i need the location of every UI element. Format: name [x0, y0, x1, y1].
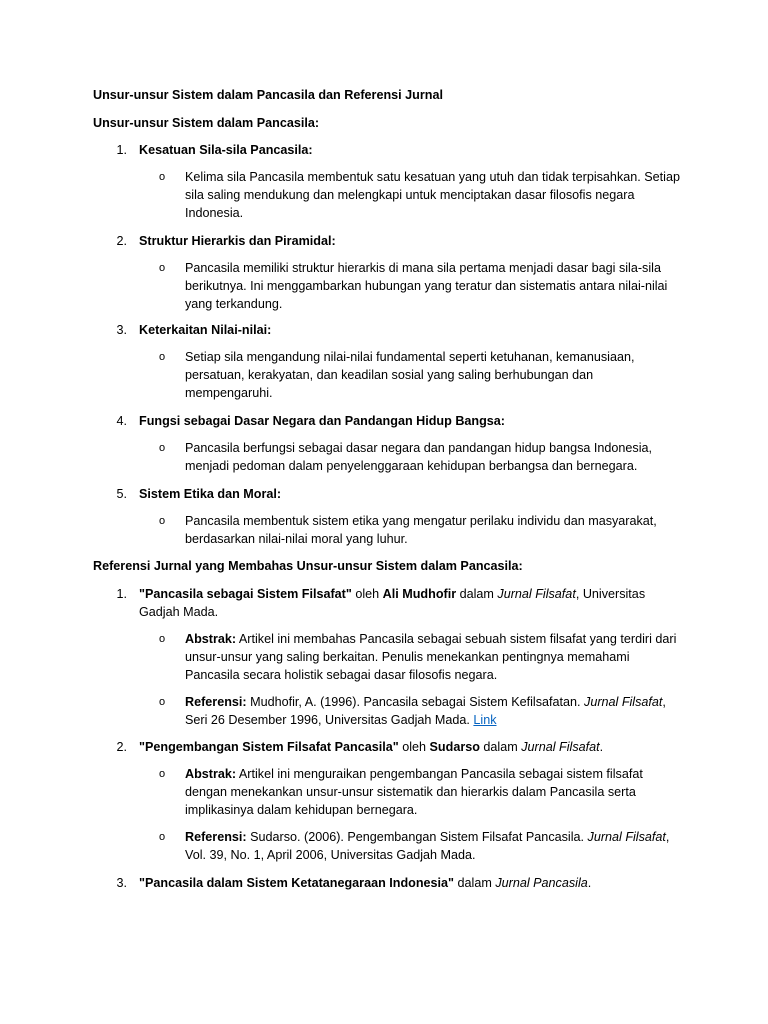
bullet-icon: o — [159, 171, 166, 183]
connector-text: dalam — [456, 587, 498, 601]
abstract-text — [185, 765, 680, 819]
item-heading: Sistem Etika dan Moral: — [139, 487, 282, 501]
citation-tail: , Universitas Gadjah Mada. — [139, 587, 646, 619]
article-title: "Pengembangan Sistem Filsafat Pancasila" — [139, 740, 399, 754]
connector-text: oleh — [398, 740, 430, 754]
journal-name: Jurnal Pancasila — [495, 876, 588, 890]
journal-name: Jurnal Filsafat — [584, 695, 663, 709]
item-description: Pancasila memiliki struktur hierarkis di mana sila pertama menjadi dasar bagi sila-sila berikutnya. Ini menggambarkan hubungan yang teratur dan sistematis antara nilai-nilai yang terkandung. — [185, 261, 668, 311]
reference-tail: , Vol. 39, No. 1, April 2006, Universitas Gadjah Mada. — [185, 830, 670, 862]
reference-label: Referensi: — [185, 695, 247, 709]
journal-name: Jurnal Filsafat — [497, 587, 576, 601]
bullet-icon: o — [159, 831, 166, 843]
bullet-icon: o — [159, 442, 166, 454]
bullet-icon: o — [159, 262, 166, 274]
article-title: "Pancasila sebagai Sistem Filsafat" — [139, 587, 352, 601]
item-number: 1. — [116, 143, 127, 157]
connector-text: dalam — [454, 876, 496, 890]
abstract-body: Artikel ini menguraikan pengembangan Pancasila sebagai sistem filsafat dengan menekankan unsur-unsur sistematik dan hierarkis dalam Pancasila serta implikasinya dalam kehidupan bernegara. — [185, 767, 643, 817]
item-description: Kelima sila Pancasila membentuk satu kesatuan yang utuh dan tidak terpisahkan. Setiap sila saling mendukung dan melengkapi untuk menciptakan dasar filosofis negara Indonesia. — [185, 170, 680, 220]
reference-citation — [139, 874, 669, 892]
reference-link[interactable]: Link — [473, 713, 497, 727]
item-number: 2. — [116, 234, 127, 248]
bullet-icon: o — [159, 768, 166, 780]
reference-body: Mudhofir, A. (1996). Pancasila sebagai Sistem Kefilsafatan. — [246, 695, 585, 709]
author-name: Sudarso — [429, 740, 480, 754]
item-number: 1. — [116, 587, 127, 601]
journal-name: Jurnal Filsafat — [587, 830, 666, 844]
item-number: 3. — [116, 876, 127, 890]
bullet-icon: o — [159, 633, 166, 645]
abstract-body: Artikel ini membahas Pancasila sebagai sebuah sistem filsafat yang terdiri dari unsur-unsur yang saling berkaitan. Penulis menekankan pentingnya memahami Pancasila secara holistik sebagai dasar filosofis negara. — [185, 632, 677, 682]
abstract-label: Abstrak: — [185, 767, 237, 781]
item-description: Setiap sila mengandung nilai-nilai fundamental seperti ketuhanan, kemanusiaan, persatuan, kerakyatan, dan keadilan sosial yang saling berhubungan dan mempengaruhi. — [185, 350, 635, 400]
item-number: 3. — [116, 323, 127, 337]
item-number: 4. — [116, 414, 127, 428]
document-title: Unsur-unsur Sistem dalam Pancasila dan Referensi Jurnal — [93, 88, 443, 102]
citation-tail: . — [599, 740, 604, 754]
reference-citation — [139, 738, 669, 756]
bullet-icon: o — [159, 515, 166, 527]
reference-body: Sudarso. (2006). Pengembangan Sistem Filsafat Pancasila. — [246, 830, 588, 844]
item-number: 2. — [116, 740, 127, 754]
reference-citation — [139, 585, 669, 621]
reference-text — [185, 828, 680, 864]
item-heading: Struktur Hierarkis dan Piramidal: — [139, 234, 336, 248]
section-heading-unsur: Unsur-unsur Sistem dalam Pancasila: — [93, 116, 320, 130]
reference-tail: , Seri 26 Desember 1996, Universitas Gadjah Mada. — [185, 695, 666, 727]
section-heading-referensi: Referensi Jurnal yang Membahas Unsur-unsur Sistem dalam Pancasila: — [93, 559, 523, 573]
bullet-icon: o — [159, 351, 166, 363]
item-number: 5. — [116, 487, 127, 501]
abstract-text — [185, 630, 680, 684]
item-heading: Fungsi sebagai Dasar Negara dan Pandangan Hidup Bangsa: — [139, 414, 505, 428]
item-heading: Kesatuan Sila-sila Pancasila: — [139, 143, 313, 157]
citation-tail: . — [587, 876, 592, 890]
abstract-label: Abstrak: — [185, 632, 237, 646]
journal-name: Jurnal Filsafat — [521, 740, 600, 754]
connector-text: oleh — [351, 587, 383, 601]
reference-label: Referensi: — [185, 830, 247, 844]
author-name: Ali Mudhofir — [382, 587, 457, 601]
bullet-icon: o — [159, 696, 166, 708]
item-description: Pancasila membentuk sistem etika yang mengatur perilaku individu dan masyarakat, berdasarkan nilai-nilai moral yang luhur. — [185, 514, 657, 546]
reference-text — [185, 693, 680, 729]
item-description: Pancasila berfungsi sebagai dasar negara dan pandangan hidup bangsa Indonesia, menjadi pedoman dalam penyelenggaraan kehidupan berbangsa dan bernegara. — [185, 441, 653, 473]
article-title: "Pancasila dalam Sistem Ketatanegaraan Indonesia" — [139, 876, 455, 890]
item-heading: Keterkaitan Nilai-nilai: — [139, 323, 272, 337]
connector-text: dalam — [479, 740, 522, 754]
